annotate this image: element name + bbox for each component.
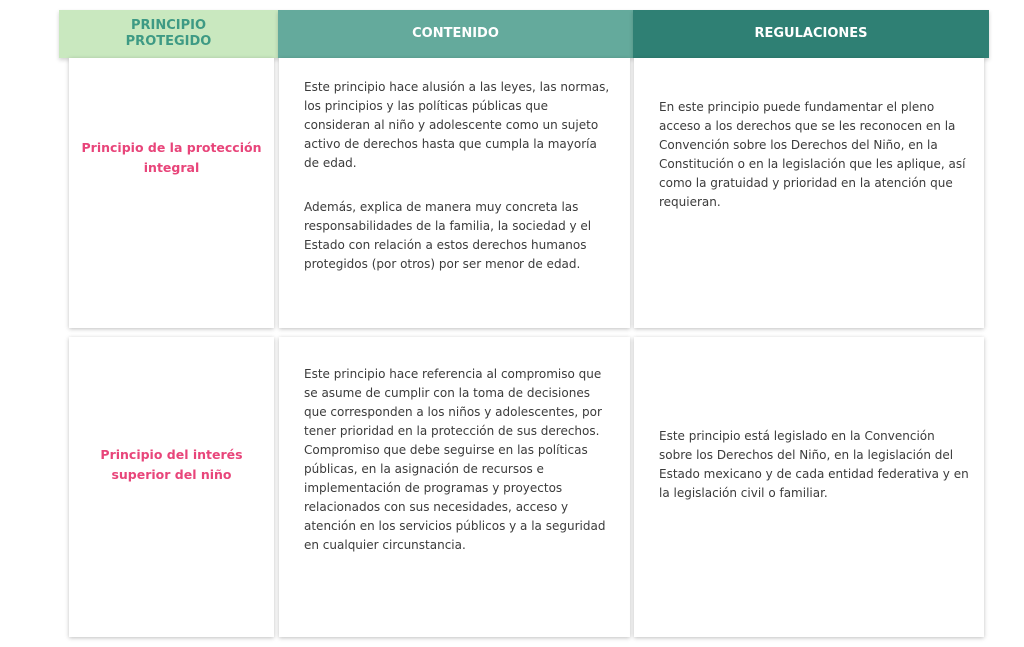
row1-contenido-paragraph-2: Además, explica de manera muy concreta las responsabilidades de la familia, la sociedad y el Estado con relación a estos derechos humanos protegidos (por otros) por ser menor de edad. — [304, 200, 592, 271]
row2-contenido-paragraph-1: Este principio hace referencia al compromiso que se asume de cumplir con la toma de decisiones que corresponden a los niños y adolescentes, por tener prioridad en la protección de sus derechos. Compromiso que debe seguirse en las políticas públicas, en la asignación de recursos e implementación de programas y proyectos relacionados con sus necesidades, acceso y atención en los servicios públicos y a la seguridad en cualquier circunstancia. — [304, 367, 606, 552]
row2-regulaciones-cell — [634, 337, 984, 637]
row2-principle-name: Principio del interés superior del niño — [100, 447, 243, 482]
row1-regulaciones-cell — [634, 58, 984, 328]
header-contenido — [278, 10, 633, 58]
header-regulaciones-label: REGULACIONES — [754, 26, 868, 41]
header-principio-label: PRINCIPIO PROTEGIDO — [125, 18, 212, 49]
row1-contenido-paragraph-1: Este principio hace alusión a las leyes, las normas, los principios y las políticas públicas que consideran al niño y adolescente como un sujeto activo de derechos hasta que cumpla la mayoría de edad. — [304, 80, 610, 170]
row2-regulaciones-text: Este principio está legislado en la Convención sobre los Derechos del Niño, en la legislación del Estado mexicano y de cada entidad federativa y en la legislación civil o familiar. — [659, 429, 969, 500]
header-regulaciones — [633, 10, 989, 58]
row2-principle-cell — [69, 337, 274, 637]
row1-principle-cell — [69, 58, 274, 328]
header-principio-protegido — [59, 10, 278, 58]
header-contenido-label: CONTENIDO — [412, 26, 499, 41]
row1-contenido-cell — [279, 58, 630, 328]
row1-regulaciones-text: En este principio puede fundamentar el pleno acceso a los derechos que se les reconocen en la Convención sobre los Derechos del Niño, en la Constitución o en la legislación que les aplique, así como la gratuidad y prioridad en la atención que requieran. — [659, 100, 966, 209]
row2-contenido-cell — [279, 337, 630, 637]
row1-principle-name: Principio de la protección integral — [81, 140, 262, 175]
